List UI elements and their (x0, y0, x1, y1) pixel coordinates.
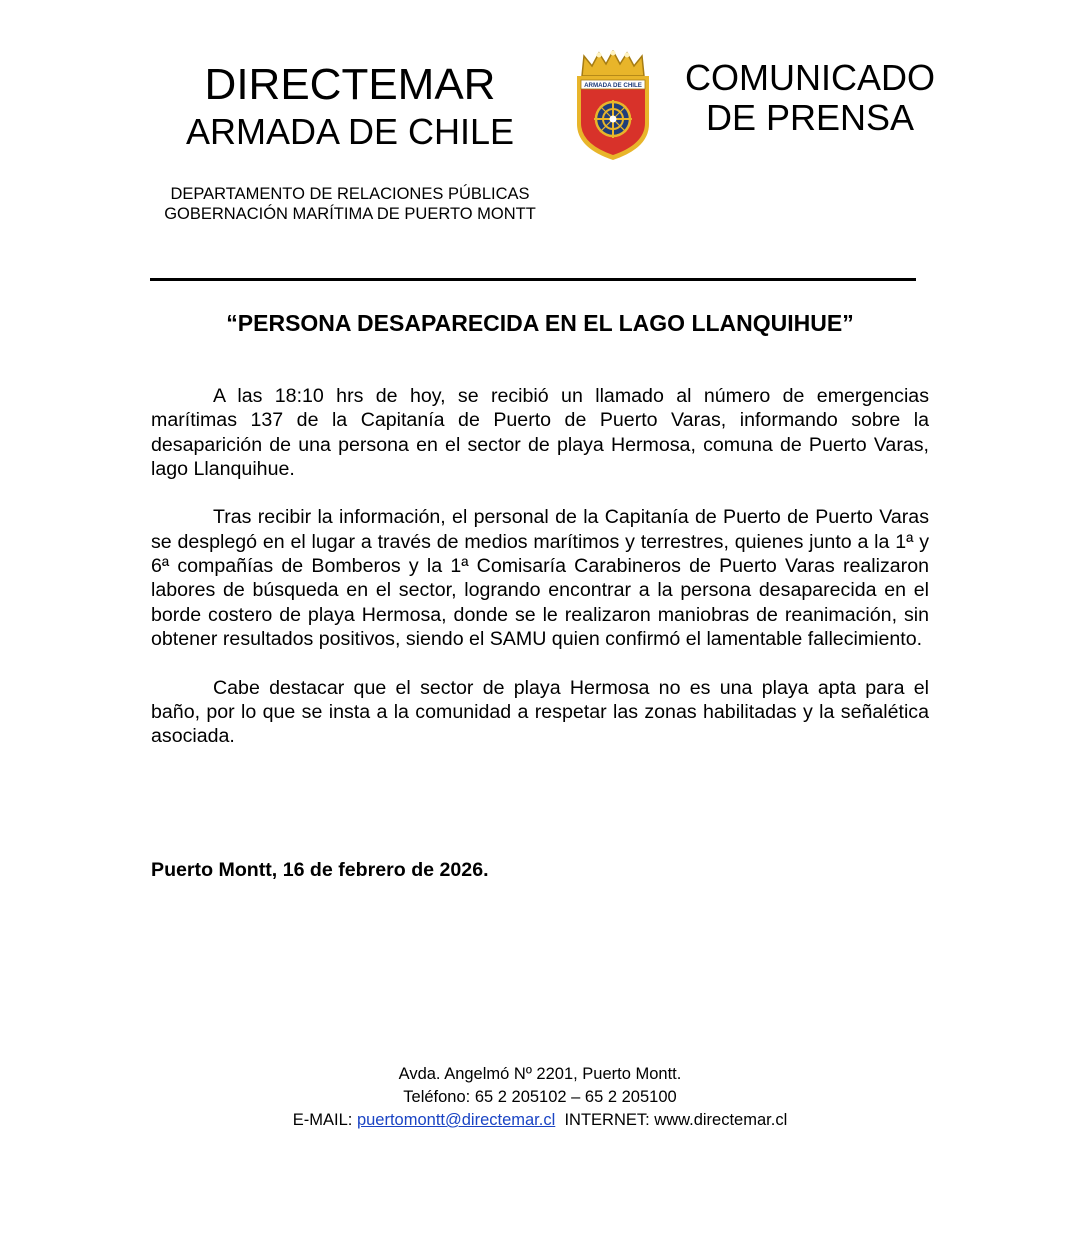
email-link[interactable]: puertomontt@directemar.cl (356, 1111, 556, 1129)
header-divider (150, 278, 916, 281)
press-line-2: DE PRENSA (705, 97, 915, 138)
internet-text: INTERNET: www.directemar.cl (564, 1111, 788, 1129)
office-name: GOBERNACIÓN MARÍTIMA DE PUERTO MONTT (164, 205, 536, 223)
press-line-1: COMUNICADO (685, 57, 935, 98)
paragraph: Cabe destacar que el sector de playa Hermosa no es una playa apta para el baño, por lo que se insta a la comunidad a respetar las zonas habilitadas y la señalética asociada. (151, 676, 929, 748)
org-title: DIRECTEMAR (204, 60, 496, 109)
article-body (151, 384, 929, 773)
svg-text:ARMADA DE CHILE: ARMADA DE CHILE (584, 82, 642, 89)
paragraph: Tras recibir la información, el personal de la Capitanía de Puerto de Puerto Varas se desplegó en el lugar a través de medios marítimos y terrestres, quienes junto a la 1ª y 6ª compañías de Bomberos y la 1ª Comisaría Carabineros de Puerto Varas realizaron labores de búsqueda en el sector, logrando encontrar a la persona desaparecida en el borde costero de playa Hermosa, donde se le realizaron maniobras de reanimación, sin obtener resultados positivos, siendo el SAMU quien confirmó el lamentable fallecimiento. (151, 506, 929, 650)
press-release-label (672, 58, 948, 138)
footer-address: Avda. Angelmó Nº 2201, Puerto Montt. (398, 1065, 682, 1083)
department-block (130, 184, 570, 224)
footer (200, 1063, 880, 1132)
department-name: DEPARTAMENTO DE RELACIONES PÚBLICAS (170, 185, 530, 203)
signoff: Puerto Montt, 16 de febrero de 2026. (151, 859, 489, 881)
navy-crest-icon (572, 50, 654, 162)
footer-contact (200, 1109, 880, 1132)
headline: “PERSONA DESAPARECIDA EN EL LAGO LLANQUIHUE” (226, 310, 854, 336)
footer-phone: Teléfono: 65 2 205102 – 65 2 205100 (403, 1088, 677, 1106)
email-label: E-MAIL: (292, 1111, 353, 1129)
org-subtitle: ARMADA DE CHILE (185, 111, 515, 152)
paragraph: A las 18:10 hrs de hoy, se recibió un llamado al número de emergencias marítimas 137 de la Capitanía de Puerto de Puerto Varas, informando sobre la desaparición de una persona en el sector de playa Hermosa, comuna de Puerto Varas, lago Llanquihue. (151, 385, 929, 480)
